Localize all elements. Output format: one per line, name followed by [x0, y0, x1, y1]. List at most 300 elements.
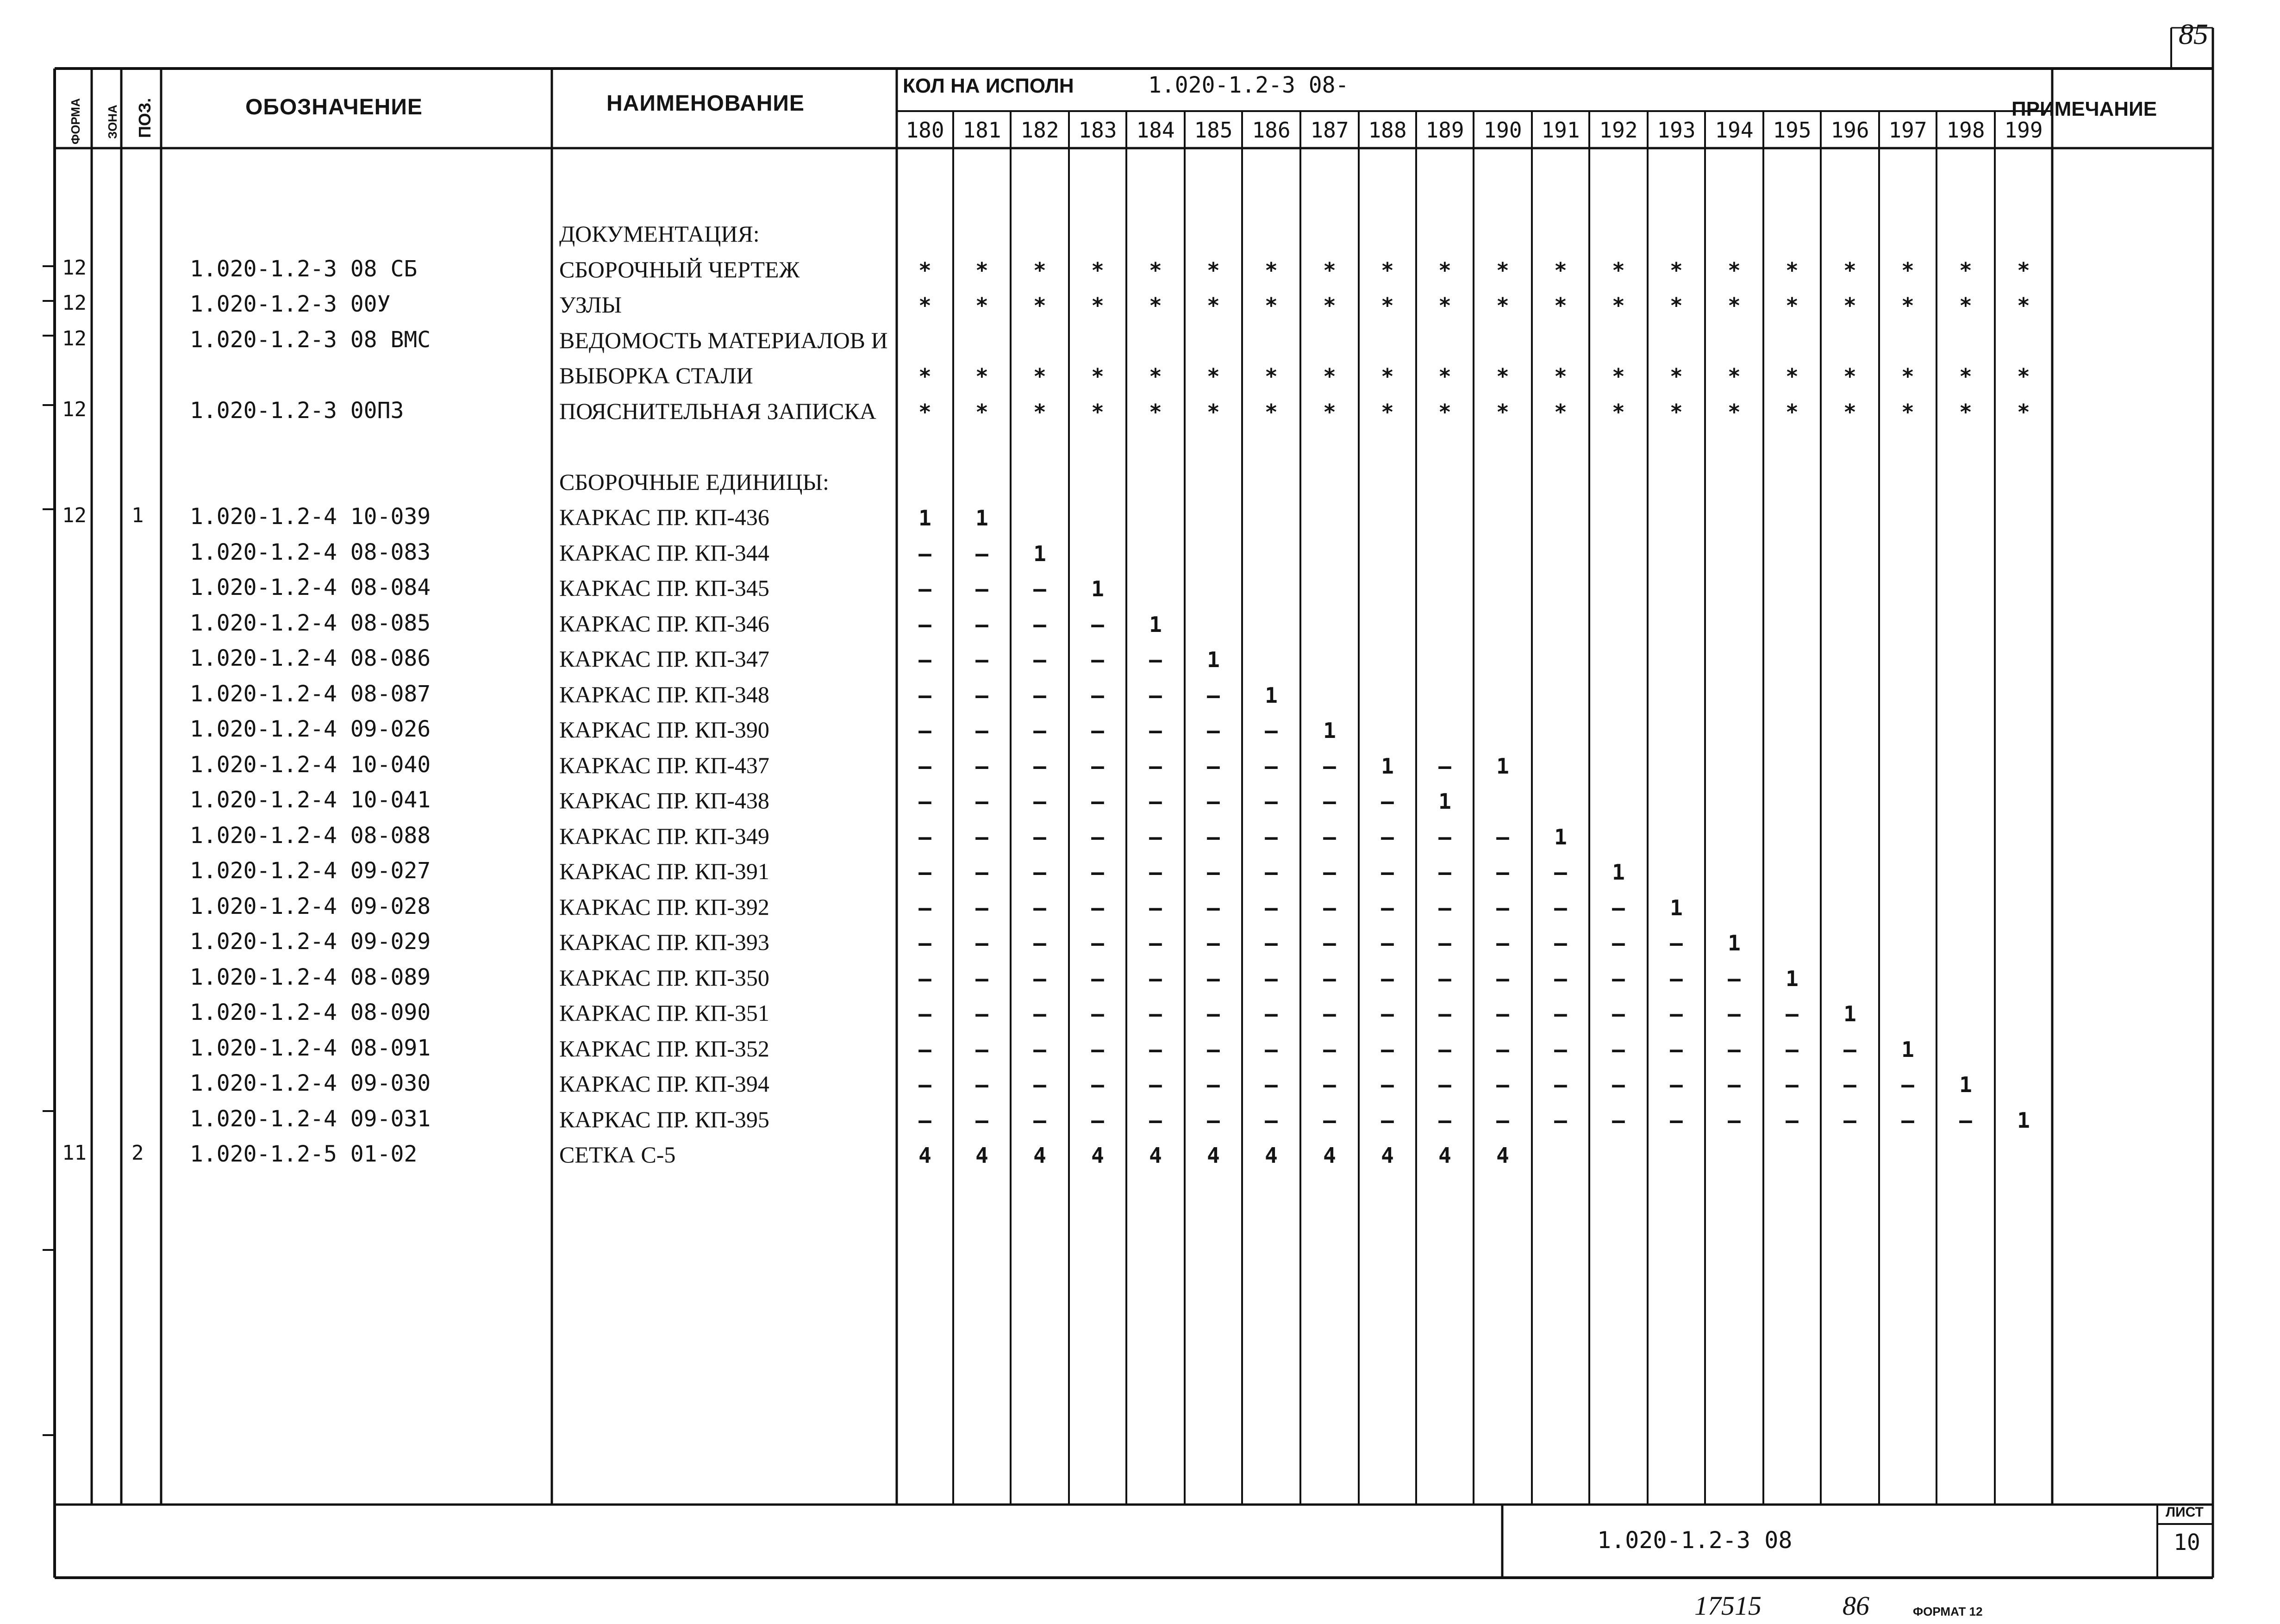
quantity-cell: * [1033, 293, 1046, 318]
row-designation: 1.020-1.2-4 08-086 [190, 645, 431, 671]
quantity-cell: – [1381, 1001, 1394, 1026]
quantity-cell: – [1207, 1107, 1220, 1133]
quantity-cell: * [1670, 257, 1683, 283]
quantity-cell: – [1033, 789, 1046, 814]
quantity-cell: – [1670, 1001, 1683, 1026]
quantity-cell: * [1670, 364, 1683, 389]
quantity-cell: * [1901, 293, 1914, 318]
quantity-cell: – [1265, 789, 1278, 814]
quantity-cell: – [1381, 966, 1394, 991]
quantity-cell: – [1033, 753, 1046, 779]
variant-header-cell: 183 [1078, 118, 1117, 143]
quantity-cell: – [1670, 931, 1683, 956]
row-forma: 12 [62, 397, 87, 421]
quantity-cell: – [1207, 860, 1220, 885]
header-note: ПРИМЕЧАНИЕ [2011, 98, 2157, 120]
quantity-cell: 1 [1149, 612, 1162, 637]
row-name: КАРКАС ПР. КП-344 [559, 539, 769, 566]
quantity-cell: – [1149, 682, 1162, 708]
quantity-cell: – [1323, 1037, 1336, 1062]
quantity-cell: – [1496, 895, 1509, 920]
quantity-cell: * [1670, 399, 1683, 425]
quantity-cell: – [918, 860, 931, 885]
quantity-cell: – [1843, 1072, 1856, 1097]
quantity-cell: – [1381, 789, 1394, 814]
quantity-cell: 4 [1149, 1143, 1162, 1168]
quantity-cell: – [918, 895, 931, 920]
stamp-page: 86 [1843, 1591, 1869, 1621]
quantity-cell: * [1265, 364, 1278, 389]
quantity-cell: * [1728, 364, 1741, 389]
quantity-cell: – [1728, 1107, 1741, 1133]
quantity-cell: – [1612, 1037, 1625, 1062]
quantity-cell: – [1091, 718, 1104, 743]
quantity-cell: 4 [1323, 1143, 1336, 1168]
page-number: 85 [2179, 18, 2208, 50]
quantity-cell: – [1207, 789, 1220, 814]
quantity-cell: * [975, 257, 988, 283]
row-designation: 1.020-1.2-4 10-041 [190, 787, 431, 813]
quantity-cell: – [1554, 931, 1567, 956]
quantity-cell: – [1323, 1072, 1336, 1097]
header-quantity-label: КОЛ НА ИСПОЛН [903, 75, 1074, 97]
quantity-cell: * [1728, 399, 1741, 425]
quantity-cell: – [1670, 1107, 1683, 1133]
quantity-cell: – [1786, 1001, 1799, 1026]
quantity-cell: * [918, 364, 931, 389]
quantity-cell: * [1438, 293, 1451, 318]
quantity-cell: – [1033, 718, 1046, 743]
quantity-cell: – [1207, 824, 1220, 849]
quantity-cell: – [1149, 931, 1162, 956]
quantity-cell: * [1901, 364, 1914, 389]
quantity-cell: * [1554, 257, 1567, 283]
quantity-cell: – [918, 824, 931, 849]
quantity-cell: – [1381, 931, 1394, 956]
sheet-number: 10 [2174, 1530, 2200, 1555]
row-name: СБОРОЧНЫЕ ЕДИНИЦЫ: [559, 468, 829, 495]
quantity-cell: – [1843, 1107, 1856, 1133]
quantity-cell: * [2017, 257, 2030, 283]
quantity-cell: 1 [1207, 647, 1220, 672]
quantity-cell: * [1207, 399, 1220, 425]
quantity-cell: – [975, 860, 988, 885]
quantity-cell: – [1438, 860, 1451, 885]
quantity-cell: – [1033, 824, 1046, 849]
quantity-cell: * [1786, 257, 1799, 283]
row-name: КАРКАС ПР. КП-437 [559, 752, 769, 778]
quantity-cell: * [2017, 364, 2030, 389]
quantity-cell: * [1438, 399, 1451, 425]
quantity-cell: – [1438, 895, 1451, 920]
quantity-cell: – [1959, 1107, 1972, 1133]
row-name: КАРКАС ПР. КП-350 [559, 964, 769, 991]
quantity-cell: * [1323, 364, 1336, 389]
quantity-cell: – [1612, 895, 1625, 920]
quantity-cell: – [1149, 789, 1162, 814]
quantity-cell: – [1033, 1001, 1046, 1026]
quantity-cell: * [1959, 293, 1972, 318]
quantity-cell: – [1323, 824, 1336, 849]
quantity-cell: 1 [1265, 682, 1278, 708]
quantity-cell: – [1033, 931, 1046, 956]
quantity-cell: – [1496, 1072, 1509, 1097]
variant-header-cell: 195 [1773, 118, 1812, 143]
quantity-cell: – [1207, 1001, 1220, 1026]
quantity-cell: – [1265, 860, 1278, 885]
quantity-cell: – [1033, 612, 1046, 637]
quantity-cell: * [1381, 399, 1394, 425]
quantity-cell: – [1091, 1037, 1104, 1062]
row-name: УЗЛЫ [559, 292, 622, 318]
quantity-cell: – [975, 1001, 988, 1026]
quantity-cell: – [1265, 753, 1278, 779]
quantity-cell: – [1149, 753, 1162, 779]
row-designation: 1.020-1.2-4 08-083 [190, 539, 431, 565]
quantity-cell: * [1728, 293, 1741, 318]
quantity-cell: – [1207, 753, 1220, 779]
quantity-cell: * [1207, 364, 1220, 389]
row-name: КАРКАС ПР. КП-390 [559, 717, 769, 743]
quantity-cell: – [1265, 1107, 1278, 1133]
quantity-cell: – [1438, 753, 1451, 779]
quantity-cell: * [1091, 257, 1104, 283]
quantity-cell: – [1265, 1072, 1278, 1097]
quantity-cell: – [1323, 1107, 1336, 1133]
quantity-cell: – [1323, 789, 1336, 814]
quantity-cell: – [1496, 931, 1509, 956]
quantity-cell: – [975, 1107, 988, 1133]
quantity-cell: * [2017, 293, 2030, 318]
quantity-cell: – [1323, 966, 1336, 991]
row-position: 1 [131, 504, 144, 527]
quantity-cell: 1 [1381, 753, 1394, 779]
quantity-cell: – [1033, 1037, 1046, 1062]
quantity-cell: – [975, 824, 988, 849]
quantity-cell: 1 [1033, 541, 1046, 566]
quantity-cell: * [1207, 293, 1220, 318]
quantity-cell: – [975, 1037, 988, 1062]
quantity-cell: 1 [1786, 966, 1799, 991]
variant-header-cell: 196 [1830, 118, 1869, 143]
quantity-cell: * [1149, 257, 1162, 283]
quantity-cell: – [1728, 966, 1741, 991]
quantity-cell: – [918, 718, 931, 743]
quantity-cell: 1 [1728, 931, 1741, 956]
quantity-cell: – [1554, 895, 1567, 920]
row-designation: 1.020-1.2-4 08-085 [190, 610, 431, 636]
quantity-cell: * [1381, 257, 1394, 283]
quantity-cell: 1 [1323, 718, 1336, 743]
row-name: ВЕДОМОСТЬ МАТЕРИАЛОВ И [559, 327, 888, 353]
quantity-cell: – [1612, 966, 1625, 991]
quantity-cell: 1 [1612, 860, 1625, 885]
quantity-cell: – [1554, 1037, 1567, 1062]
quantity-cell: – [1265, 718, 1278, 743]
quantity-cell: 4 [918, 1143, 931, 1168]
quantity-cell: – [1091, 1072, 1104, 1097]
variant-header-cell: 186 [1252, 118, 1291, 143]
row-forma: 11 [62, 1141, 87, 1165]
quantity-cell: * [1265, 257, 1278, 283]
quantity-cell: – [1381, 1072, 1394, 1097]
row-designation: 1.020-1.2-3 08 ВМС [190, 326, 431, 353]
quantity-cell: * [1901, 399, 1914, 425]
quantity-cell: – [1091, 1107, 1104, 1133]
quantity-cell: * [1959, 399, 1972, 425]
row-designation: 1.020-1.2-4 09-028 [190, 893, 431, 919]
row-name: КАРКАС ПР. КП-393 [559, 929, 769, 955]
quantity-cell: – [1786, 1072, 1799, 1097]
row-name: КАРКАС ПР. КП-436 [559, 504, 769, 530]
quantity-cell: – [1091, 860, 1104, 885]
row-designation: 1.020-1.2-4 08-087 [190, 681, 431, 707]
row-forma: 12 [62, 291, 87, 315]
header-poz: ПОЗ. [135, 98, 154, 138]
quantity-cell: * [1843, 293, 1856, 318]
stamp-number: 17515 [1694, 1591, 1762, 1621]
quantity-cell: – [1323, 1001, 1336, 1026]
header-forma: ФОРМА [69, 98, 82, 144]
quantity-cell: * [1381, 293, 1394, 318]
format-label: ФОРМАТ 12 [1913, 1605, 1983, 1618]
quantity-cell: – [1438, 966, 1451, 991]
row-designation: 1.020-1.2-3 08 СБ [190, 256, 418, 282]
row-designation: 1.020-1.2-4 08-090 [190, 999, 431, 1025]
quantity-cell: – [1091, 895, 1104, 920]
quantity-cell: * [1496, 257, 1509, 283]
row-name: КАРКАС ПР. КП-346 [559, 610, 769, 637]
quantity-cell: – [1323, 895, 1336, 920]
row-position: 2 [131, 1141, 144, 1165]
quantity-cell: 1 [975, 506, 988, 531]
row-designation: 1.020-1.2-4 08-091 [190, 1035, 431, 1061]
quantity-cell: * [1149, 399, 1162, 425]
row-designation: 1.020-1.2-4 08-088 [190, 822, 431, 849]
quantity-cell: – [1381, 824, 1394, 849]
quantity-cell: * [1612, 293, 1625, 318]
quantity-cell: * [1554, 293, 1567, 318]
row-designation: 1.020-1.2-4 10-040 [190, 751, 431, 778]
quantity-cell: – [1091, 612, 1104, 637]
quantity-cell: * [1959, 364, 1972, 389]
quantity-cell: * [1728, 257, 1741, 283]
quantity-cell: * [1149, 293, 1162, 318]
quantity-cell: – [1554, 1072, 1567, 1097]
quantity-cell: – [1554, 1001, 1567, 1026]
quantity-cell: – [1612, 1072, 1625, 1097]
quantity-cell: – [1091, 966, 1104, 991]
quantity-cell: – [1381, 895, 1394, 920]
quantity-cell: * [1843, 399, 1856, 425]
row-name: КАРКАС ПР. КП-391 [559, 858, 769, 884]
quantity-cell: – [1091, 753, 1104, 779]
quantity-cell: – [1728, 1037, 1741, 1062]
row-name: КАРКАС ПР. КП-394 [559, 1071, 769, 1097]
quantity-cell: – [1207, 966, 1220, 991]
row-designation: 1.020-1.2-4 09-029 [190, 929, 431, 955]
quantity-cell: – [1149, 824, 1162, 849]
quantity-cell: – [1149, 895, 1162, 920]
row-designation: 1.020-1.2-3 00ПЗ [190, 397, 404, 424]
quantity-cell: 4 [1438, 1143, 1451, 1168]
quantity-cell: – [1438, 1037, 1451, 1062]
quantity-cell: * [1901, 257, 1914, 283]
quantity-cell: – [1033, 1107, 1046, 1133]
quantity-cell: * [975, 293, 988, 318]
variant-header-cell: 192 [1599, 118, 1638, 143]
quantity-cell: * [1091, 293, 1104, 318]
header-name: НАИМЕНОВАНИЕ [606, 91, 805, 116]
quantity-cell: 1 [1091, 576, 1104, 601]
quantity-cell: 1 [1496, 753, 1509, 779]
quantity-cell: – [1554, 1107, 1567, 1133]
quantity-cell: – [1207, 1037, 1220, 1062]
quantity-cell: – [975, 789, 988, 814]
quantity-cell: * [1843, 257, 1856, 283]
quantity-cell: – [1265, 895, 1278, 920]
quantity-cell: * [918, 399, 931, 425]
quantity-cell: – [1149, 860, 1162, 885]
quantity-cell: – [1265, 824, 1278, 849]
quantity-cell: – [1091, 1001, 1104, 1026]
quantity-cell: 1 [1959, 1072, 1972, 1097]
quantity-cell: * [918, 293, 931, 318]
quantity-cell: – [1901, 1072, 1914, 1097]
quantity-cell: – [1265, 1037, 1278, 1062]
quantity-cell: – [1728, 1001, 1741, 1026]
quantity-cell: – [1091, 789, 1104, 814]
quantity-cell: * [1612, 399, 1625, 425]
row-designation: 1.020-1.2-4 09-027 [190, 858, 431, 884]
row-name: КАРКАС ПР. КП-438 [559, 787, 769, 813]
quantity-cell: – [975, 576, 988, 601]
quantity-cell: 4 [975, 1143, 988, 1168]
row-name: КАРКАС ПР. КП-345 [559, 575, 769, 601]
quantity-cell: – [1265, 1001, 1278, 1026]
quantity-cell: – [1612, 1001, 1625, 1026]
quantity-cell: – [1438, 1107, 1451, 1133]
quantity-cell: – [975, 753, 988, 779]
quantity-cell: – [1033, 682, 1046, 708]
quantity-cell: * [1496, 293, 1509, 318]
quantity-cell: – [975, 541, 988, 566]
quantity-cell: – [918, 612, 931, 637]
variant-header-cell: 180 [906, 118, 944, 143]
quantity-cell: – [1149, 1072, 1162, 1097]
quantity-cell: * [1496, 364, 1509, 389]
quantity-cell: 4 [1381, 1143, 1394, 1168]
row-forma: 12 [62, 504, 87, 527]
quantity-cell: – [1786, 1037, 1799, 1062]
variant-header-cell: 184 [1136, 118, 1175, 143]
quantity-cell: – [1843, 1037, 1856, 1062]
quantity-cell: – [1091, 931, 1104, 956]
header-quantity-code: 1.020-1.2-3 08- [1148, 72, 1349, 98]
quantity-cell: 1 [1843, 1001, 1856, 1026]
quantity-cell: – [1149, 1001, 1162, 1026]
quantity-cell: – [1149, 718, 1162, 743]
quantity-cell: – [1091, 824, 1104, 849]
quantity-cell: – [1033, 576, 1046, 601]
quantity-cell: – [1033, 966, 1046, 991]
quantity-cell: – [918, 647, 931, 672]
quantity-cell: * [975, 364, 988, 389]
quantity-cell: – [975, 931, 988, 956]
quantity-cell: – [1149, 647, 1162, 672]
variant-header-cell: 182 [1020, 118, 1059, 143]
quantity-cell: – [1670, 966, 1683, 991]
row-name: СЕТКА С-5 [559, 1142, 676, 1168]
quantity-cell: – [1438, 824, 1451, 849]
quantity-cell: – [1149, 1037, 1162, 1062]
quantity-cell: – [1323, 860, 1336, 885]
quantity-cell: – [918, 1037, 931, 1062]
quantity-cell: * [1612, 257, 1625, 283]
quantity-cell: – [1323, 753, 1336, 779]
variant-header-cell: 197 [1888, 118, 1927, 143]
quantity-cell: * [1843, 364, 1856, 389]
quantity-cell: – [1207, 895, 1220, 920]
quantity-cell: – [1207, 682, 1220, 708]
quantity-cell: – [918, 576, 931, 601]
quantity-cell: – [975, 966, 988, 991]
header-zona: ЗОНА [106, 105, 119, 139]
variant-header-cell: 181 [962, 118, 1001, 143]
quantity-cell: * [918, 257, 931, 283]
quantity-cell: 1 [918, 506, 931, 531]
quantity-cell: 1 [1901, 1037, 1914, 1062]
quantity-cell: – [1496, 966, 1509, 991]
row-name: КАРКАС ПР. КП-395 [559, 1106, 769, 1132]
quantity-cell: * [1323, 257, 1336, 283]
quantity-cell: – [1381, 1037, 1394, 1062]
row-name: ДОКУМЕНТАЦИЯ: [559, 221, 760, 247]
quantity-cell: – [918, 1001, 931, 1026]
variant-header-cell: 194 [1715, 118, 1754, 143]
quantity-cell: – [1381, 860, 1394, 885]
quantity-cell: – [975, 612, 988, 637]
quantity-cell: * [1265, 399, 1278, 425]
quantity-cell: * [1496, 399, 1509, 425]
quantity-cell: 4 [1496, 1143, 1509, 1168]
quantity-cell: – [1670, 1072, 1683, 1097]
row-forma: 12 [62, 326, 87, 350]
quantity-cell: – [975, 682, 988, 708]
row-designation: 1.020-1.2-4 09-026 [190, 716, 431, 742]
quantity-cell: – [1207, 718, 1220, 743]
quantity-cell: * [1438, 257, 1451, 283]
quantity-cell: * [1612, 364, 1625, 389]
quantity-cell: * [1786, 399, 1799, 425]
quantity-cell: 4 [1207, 1143, 1220, 1168]
quantity-cell: – [1149, 966, 1162, 991]
quantity-cell: – [975, 1072, 988, 1097]
quantity-cell: – [1554, 966, 1567, 991]
quantity-cell: – [1033, 647, 1046, 672]
quantity-cell: – [918, 1072, 931, 1097]
variant-header-cell: 199 [2004, 118, 2043, 143]
quantity-cell: – [918, 753, 931, 779]
quantity-cell: – [1323, 931, 1336, 956]
row-forma: 12 [62, 256, 87, 280]
footer-doc-code: 1.020-1.2-3 08 [1597, 1527, 1793, 1554]
quantity-cell: * [1207, 257, 1220, 283]
quantity-cell: – [1901, 1107, 1914, 1133]
quantity-cell: – [1091, 682, 1104, 708]
quantity-cell: * [1033, 399, 1046, 425]
quantity-cell: – [1438, 1072, 1451, 1097]
